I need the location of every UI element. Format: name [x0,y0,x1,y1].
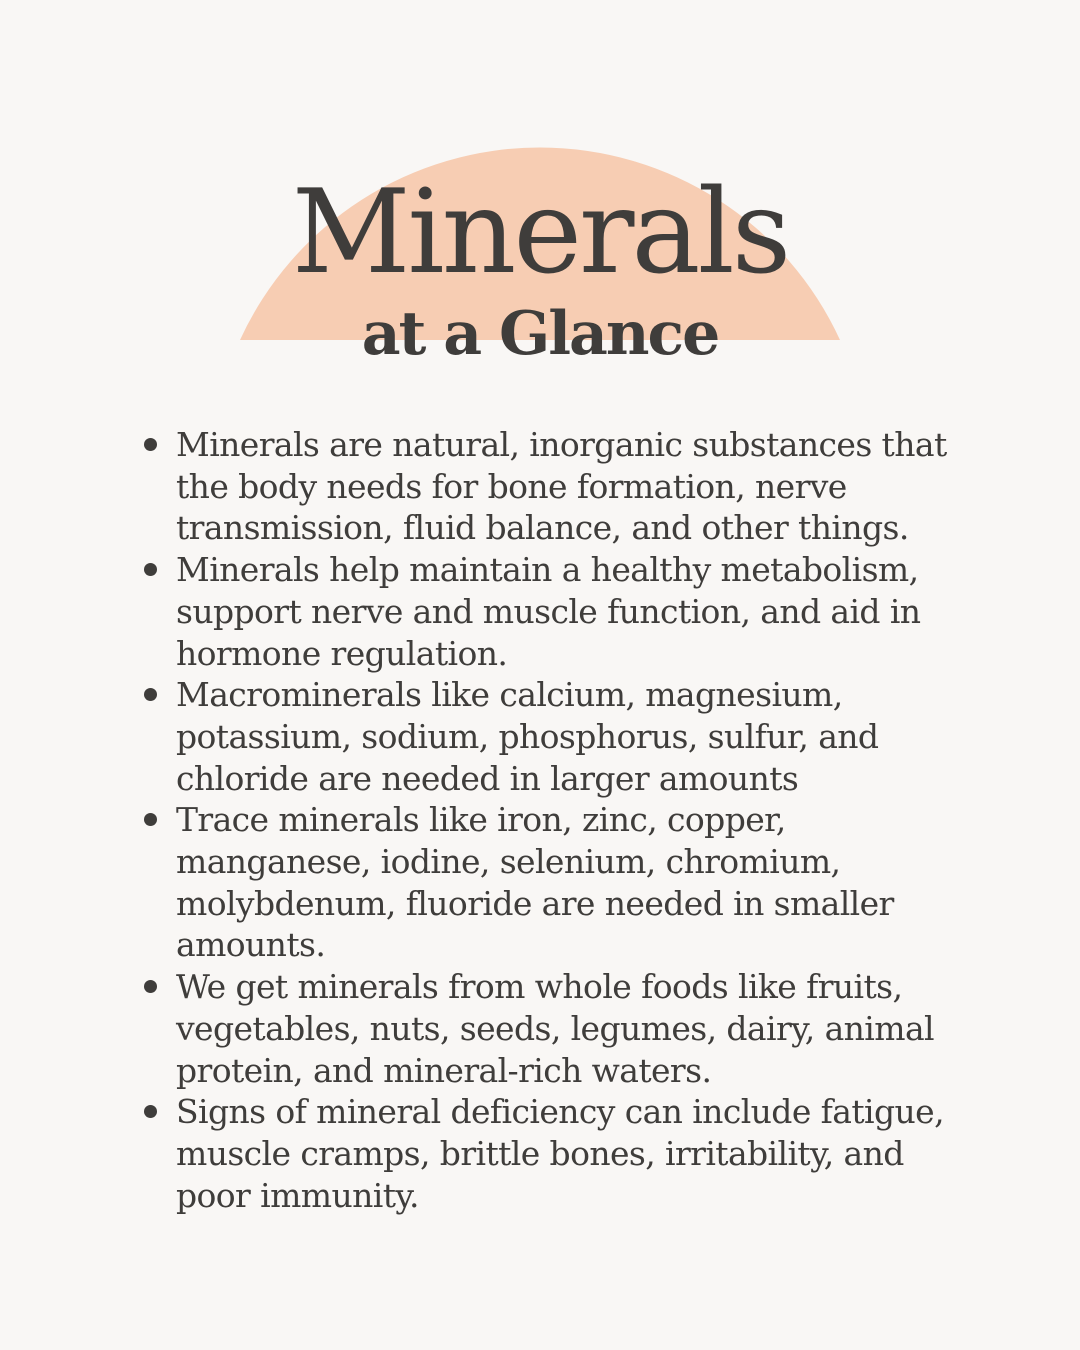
bullet-dot-icon [144,563,157,576]
list-item-text: Minerals help maintain a healthy metabolism, support nerve and muscle function, and aid in hormone regulation. [176,550,921,673]
list-item-text: We get minerals from whole foods like fruits, vegetables, nuts, seeds, legumes, dairy, animal protein, and mineral-rich waters. [176,967,934,1090]
list-item [140,1091,980,1216]
list-item [140,799,980,966]
list-item [140,424,980,549]
page-title: Minerals [291,165,789,300]
bullet-dot-icon [144,813,157,826]
list-item-text: Macrominerals like calcium, magnesium, potassium, sodium, phosphorus, sulfur, and chloride are needed in larger amounts [176,675,879,798]
bullet-dot-icon [144,1105,157,1118]
list-item [140,549,980,674]
list-item-text: Trace minerals like iron, zinc, copper, manganese, iodine, selenium, chromium, molybdenum, fluoride are needed in smaller amounts. [176,800,894,965]
bullet-dot-icon [144,688,157,701]
list-item [140,674,980,799]
list-item-text: Minerals are natural, inorganic substances that the body needs for bone formation, nerve transmission, fluid balance, and other things. [176,425,947,548]
facts-list [140,424,980,1216]
list-item [140,966,980,1091]
page-subtitle: at a Glance [361,299,719,369]
list-item-text: Signs of mineral deficiency can include fatigue, muscle cramps, brittle bones, irritability, and poor immunity. [176,1092,944,1215]
bullet-dot-icon [144,980,157,993]
bullet-dot-icon [144,438,157,451]
